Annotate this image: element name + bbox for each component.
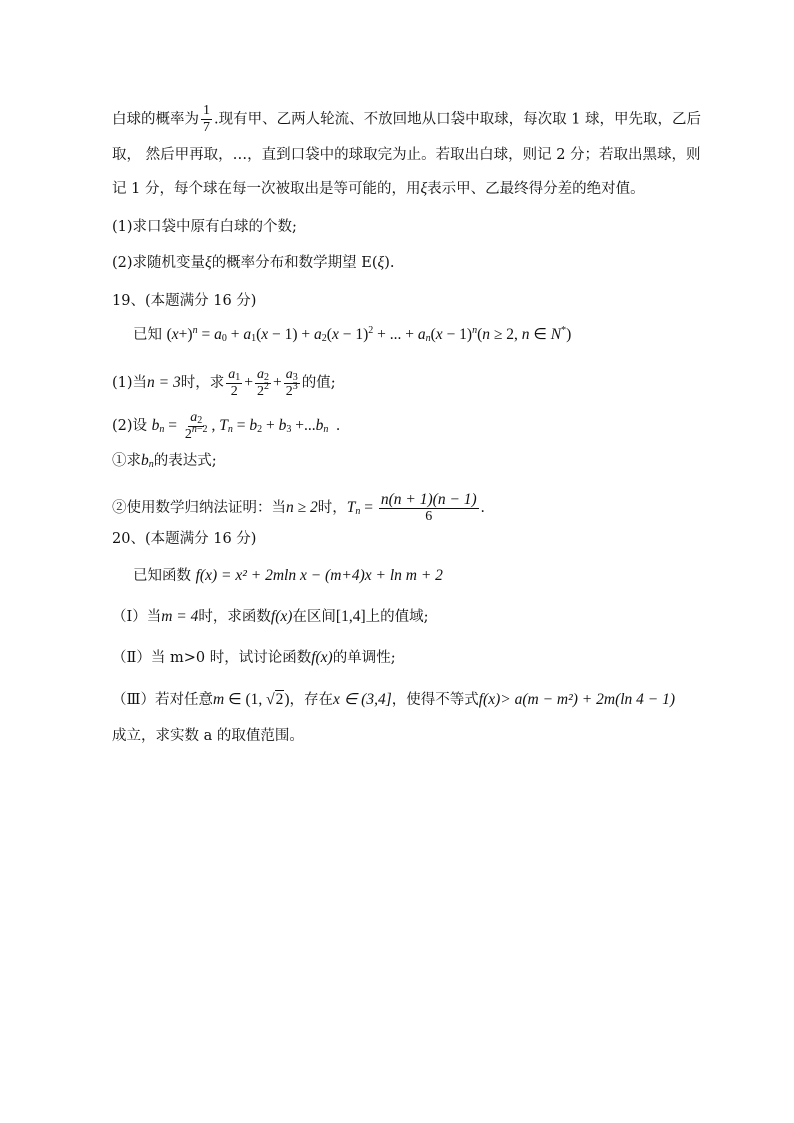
fraction-one-seventh <box>201 103 212 136</box>
question-text: (1)求口袋中原有白球的个数; <box>112 219 297 235</box>
problem-19-heading <box>112 291 256 311</box>
condition: n = 3 <box>147 374 181 392</box>
heading-text: 20、(本题满分 16 分) <box>112 531 257 547</box>
function-symbol: f(x) <box>311 649 333 666</box>
question-text: 的概率分布和数学期望 E( <box>211 255 378 271</box>
frac-num: 1 <box>203 103 210 118</box>
bn-definition: $b_n$ = $\frac{a_2}{2^{n-2}}$ , $T_n = b_2 + b_3 +...b_n$ . <box>151 410 341 442</box>
problem-19-sub1: ①求$b_n$的表达式; <box>112 452 217 470</box>
xi-symbol: ξ <box>377 254 385 271</box>
problem-19-q2 <box>112 410 340 443</box>
x-domain: x ∈ (3,4] <box>333 691 392 708</box>
question-text: 的值; <box>301 375 336 392</box>
given-label: 已知 <box>133 327 162 343</box>
question-text: 在区间 <box>292 609 336 625</box>
m-domain: m ∈ (1, √2) <box>212 691 290 708</box>
intro-line-3 <box>112 179 645 199</box>
question-text: ，使得不等式 <box>391 692 479 708</box>
given-formula: $(x+)^n = a_0 + a_1(x - 1) + a_2(x - 1)^2$ + ... + $a_n(x - 1)^n(n \ge 2$, n ∈ N*) <box>166 325 572 344</box>
question-text: （Ⅲ）若对任意 <box>112 692 213 708</box>
problem-20-given <box>133 566 443 586</box>
frac-num: n(n + 1)(n − 1) <box>380 491 477 508</box>
interval: [1,4] <box>335 608 366 625</box>
intro-text: .现有甲、乙两人轮流、不放回地从口袋中取球，每次取 1 球，甲先取，乙后 <box>214 111 702 128</box>
intro-line-1 <box>112 103 701 136</box>
question-1 <box>112 217 297 237</box>
question-text: 上的值域; <box>365 609 429 625</box>
intro-text: 白球的概率为 <box>112 111 199 128</box>
question-text: (1)当 <box>112 375 148 392</box>
question-text: (2)设 <box>112 418 148 435</box>
question-text: 的单调性; <box>332 650 396 666</box>
function-symbol: f(x) <box>270 608 293 625</box>
given-label: 已知函数 <box>133 568 191 584</box>
intro-text: 取， 然后甲再取，…，直到口袋中的球取完为止。若取出白球，则记 2 分；若取出黑球，则 <box>112 147 701 163</box>
intro-text: 表示甲、乙最终得分差的绝对值。 <box>427 181 645 197</box>
question-text: ). <box>384 255 395 271</box>
question-text: （Ⅱ）当 m>0 时，试讨论函数 <box>112 650 312 666</box>
frac-den: 6 <box>425 509 433 524</box>
question-text: ②使用数学归纳法证明：当 <box>112 500 286 517</box>
fraction-sum: $\frac{a_1}{2}$ + $\frac{a_2}{2^2}$ + $\frac{a_3}{2^3}$ <box>228 367 298 399</box>
problem-20-heading <box>112 529 256 549</box>
given-formula: f(x) = x² + 2mln x − (m+4)x + ln m + 2 <box>195 567 443 584</box>
question-text: 时， <box>317 500 347 517</box>
problem-19-q1 <box>112 367 336 400</box>
question-text: 成立，求实数 a 的取值范围。 <box>112 728 304 744</box>
inequality: > a(m − m²) + 2m(ln 4 − 1) <box>500 691 676 708</box>
condition: m = 4 <box>161 608 199 625</box>
problem-20-q3-line-2 <box>112 726 304 746</box>
function-symbol: f(x) <box>478 691 501 708</box>
problem-19-given <box>133 325 571 345</box>
condition: n ≥ 2 <box>286 499 318 517</box>
question-text: 的表达式; <box>153 453 217 469</box>
question-text: 时，求 <box>180 375 225 392</box>
problem-20-q2 <box>112 648 396 668</box>
problem-20-q1 <box>112 607 429 627</box>
question-2 <box>112 253 394 273</box>
question-text: ①求 <box>112 453 141 469</box>
xi-symbol: ξ <box>420 180 428 197</box>
problem-20-q3 <box>112 690 675 710</box>
intro-text: 记 1 分，每个球在每一次被取出是等可能的，用 <box>112 181 421 197</box>
problem-19-sub2 <box>112 492 485 525</box>
tn-formula: $T_n$ = $\frac{n(n + 1)(n - 1)}{6}$ . <box>346 491 485 524</box>
frac-den: 7 <box>203 120 210 135</box>
question-text: (2)求随机变量 <box>112 255 206 271</box>
intro-line-2 <box>112 145 701 165</box>
question-text: （Ⅰ）当 <box>112 609 162 625</box>
heading-text: 19、(本题满分 16 分) <box>112 293 257 309</box>
xi-symbol: ξ <box>205 254 212 271</box>
question-text: 时，求函数 <box>198 609 271 625</box>
question-text: ，存在 <box>289 692 334 708</box>
